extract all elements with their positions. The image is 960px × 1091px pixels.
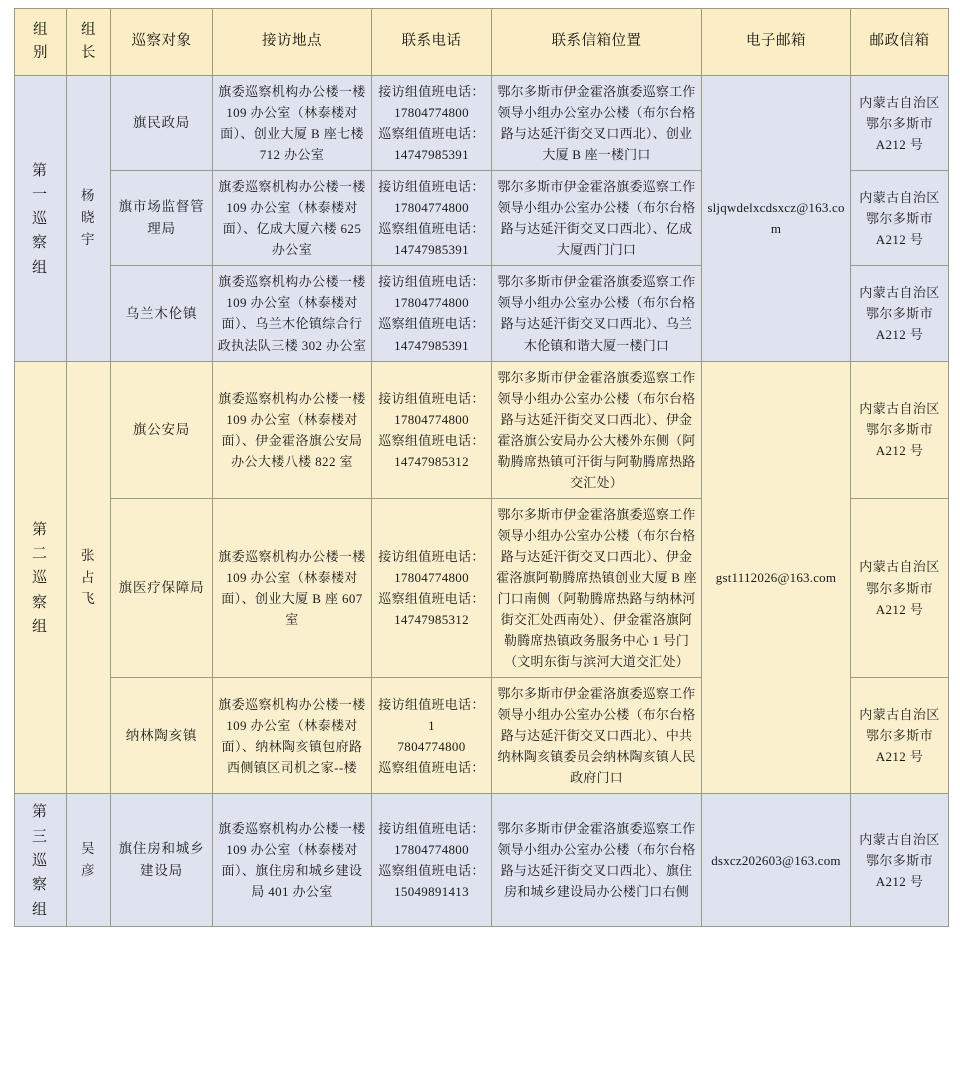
group-leader-cell-line: 张 (81, 547, 96, 563)
group-leader-cell-line: 彦 (81, 863, 96, 879)
group-name-cell-line: 二 (31, 544, 49, 563)
group-leader-cell (67, 794, 111, 926)
postbox-cell (851, 266, 949, 361)
column-header-object: 巡察对象 (111, 9, 213, 76)
group-name-cell-line: 第 (31, 160, 49, 179)
contact-phone-cell-line: 14747985312 (394, 453, 469, 469)
inspection-object-cell: 乌兰木伦镇 (111, 266, 213, 361)
column-header-text: 别 (33, 45, 48, 61)
postbox-cell (851, 498, 949, 677)
contact-phone-cell-line: 17804774800 (394, 569, 469, 585)
reception-place-cell: 旗委巡察机构办公楼一楼 109 办公室（林泰楼对面）、纳林陶亥镇包府路西侧镇区司机之家--楼 (213, 678, 372, 794)
table-row (15, 76, 949, 171)
contact-phone-cell (372, 794, 492, 926)
group-name-cell-line: 察 (31, 875, 49, 894)
postbox-cell-line: A212 号 (875, 326, 924, 342)
group-name-cell-line: 察 (31, 233, 49, 252)
contact-phone-cell-line: 接访组值班电话： (378, 821, 485, 837)
inspection-object-cell: 旗住房和城乡建设局 (111, 794, 213, 926)
reception-place-cell: 旗委巡察机构办公楼一楼 109 办公室（林泰楼对面）、创业大厦 B 座 607 室 (213, 498, 372, 677)
inspection-object-cell: 旗公安局 (111, 361, 213, 498)
postbox-cell-line: 内蒙古自治区 (859, 707, 940, 723)
contact-phone-cell (372, 361, 492, 498)
column-header-email: 电子邮箱 (702, 9, 851, 76)
reception-place-cell: 旗委巡察机构办公楼一楼 109 办公室（林泰楼对面）、伊金霍洛旗公安局办公大楼八楼 822 室 (213, 361, 372, 498)
contact-phone-cell-line: 17804774800 (394, 295, 469, 311)
contact-phone-cell (372, 678, 492, 794)
contact-phone-cell-line: 17804774800 (394, 105, 469, 121)
reception-place-cell: 旗委巡察机构办公楼一楼 109 办公室（林泰楼对面）、亿成大厦六楼 625 办公室 (213, 171, 372, 266)
group-leader-cell-line: 吴 (81, 841, 96, 857)
postbox-cell-line: 内蒙古自治区 (859, 189, 940, 205)
postbox-cell-line: 鄂尔多斯市 (865, 580, 933, 596)
postbox-cell (851, 794, 949, 926)
column-header-leader (67, 9, 111, 76)
group-leader-cell (67, 76, 111, 362)
group-leader-cell-line: 宇 (81, 232, 96, 248)
contact-phone-cell-line: 14747985312 (394, 612, 469, 628)
contact-phone-cell (372, 171, 492, 266)
group-name-cell-line: 组 (31, 616, 49, 635)
postbox-cell-line: A212 号 (875, 749, 924, 765)
group-name-cell-line: 一 (31, 184, 49, 203)
column-header-text: 组 (81, 21, 96, 38)
contact-phone-cell-line: 接访组值班电话：1 (378, 696, 485, 733)
postbox-cell-line: 鄂尔多斯市 (865, 728, 933, 744)
group-leader-cell-line: 占 (81, 569, 96, 585)
inspection-object-cell: 旗民政局 (111, 76, 213, 171)
column-header-place: 接访地点 (213, 9, 372, 76)
contact-phone-cell-line: 接访组值班电话： (378, 548, 485, 564)
contact-phone-cell-line: 14747985391 (394, 337, 469, 353)
postbox-cell-line: 鄂尔多斯市 (865, 305, 933, 321)
contact-phone-cell-line: 接访组值班电话： (378, 84, 485, 99)
column-header-text: 组 (33, 21, 48, 38)
postbox-cell-line: A212 号 (875, 136, 924, 152)
contact-phone-cell-line: 接访组值班电话： (378, 179, 485, 195)
mailbox-location-cell: 鄂尔多斯市伊金霍洛旗委巡察工作领导小组办公室办公楼（布尔台格路与达延汗街交叉口西北）、伊金霍洛旗公安局办公大楼外东侧（阿勒腾席热镇可汗街与阿勒腾席热路交汇处） (492, 361, 702, 498)
group-name-cell-line: 第 (31, 519, 49, 538)
contact-phone-cell-line: 14747985391 (394, 242, 469, 258)
contact-phone-cell-line: 巡察组值班电话： (378, 432, 485, 448)
group-leader-cell (67, 361, 111, 794)
contact-phone-cell-line: 巡察组值班电话： (378, 591, 485, 607)
postbox-cell (851, 171, 949, 266)
column-header-group (15, 9, 67, 76)
email-cell: gst1112026@163.com (702, 361, 851, 794)
inspection-object-cell: 旗市场监督管理局 (111, 171, 213, 266)
postbox-cell-line: 内蒙古自治区 (859, 94, 940, 110)
mailbox-location-cell: 鄂尔多斯市伊金霍洛旗委巡察工作领导小组办公室办公楼（布尔台格路与达延汗街交叉口西北）、创业大厦 B 座一楼门口 (492, 76, 702, 171)
contact-phone-cell (372, 266, 492, 361)
postbox-cell-line: 鄂尔多斯市 (865, 210, 933, 226)
column-header-phone: 联系电话 (372, 9, 492, 76)
header-row (15, 9, 949, 76)
contact-phone-cell-line: 接访组值班电话： (378, 274, 485, 290)
mailbox-location-cell: 鄂尔多斯市伊金霍洛旗委巡察工作领导小组办公室办公楼（布尔台格路与达延汗街交叉口西北）、旗住房和城乡建设局办公楼门口右侧 (492, 794, 702, 926)
postbox-cell-line: 鄂尔多斯市 (865, 422, 933, 438)
mailbox-location-cell: 鄂尔多斯市伊金霍洛旗委巡察工作领导小组办公室办公楼（布尔台格路与达延汗街交叉口西北）、亿成大厦西门门口 (492, 171, 702, 266)
group-name-cell-line: 巡 (31, 209, 49, 228)
postbox-cell-line: A212 号 (875, 443, 924, 459)
group-name-cell-line: 巡 (31, 851, 49, 870)
contact-phone-cell-line: 14747985391 (394, 147, 469, 163)
inspection-object-cell: 纳林陶亥镇 (111, 678, 213, 794)
contact-phone-cell-line: 15049891413 (394, 884, 469, 900)
postbox-cell-line: 内蒙古自治区 (859, 284, 940, 300)
table-body (15, 76, 949, 927)
group-leader-cell-line: 飞 (81, 591, 96, 607)
reception-place-cell: 旗委巡察机构办公楼一楼 109 办公室（林泰楼对面）、乌兰木伦镇综合行政执法队三楼 302 办公室 (213, 266, 372, 361)
group-leader-cell-line: 杨 (81, 188, 96, 204)
inspection-info-table (14, 8, 949, 927)
contact-phone-cell-line: 巡察组值班电话： (378, 316, 485, 332)
contact-phone-cell-line: 巡察组值班电话： (378, 759, 485, 775)
postbox-cell-line: A212 号 (875, 231, 924, 247)
postbox-cell-line: 鄂尔多斯市 (865, 852, 933, 868)
mailbox-location-cell: 鄂尔多斯市伊金霍洛旗委巡察工作领导小组办公室办公楼（布尔台格路与达延汗街交叉口西北）、中共纳林陶亥镇委员会纳林陶亥镇人民政府门口 (492, 678, 702, 794)
contact-phone-cell-line: 17804774800 (394, 411, 469, 427)
group-leader-cell-line: 晓 (81, 210, 96, 226)
mailbox-location-cell: 鄂尔多斯市伊金霍洛旗委巡察工作领导小组办公室办公楼（布尔台格路与达延汗街交叉口西北）、乌兰木伦镇和谐大厦一楼门口 (492, 266, 702, 361)
email-cell: sljqwdelxcdsxcz@163.com (702, 76, 851, 362)
group-name-cell-line: 组 (31, 899, 49, 918)
postbox-cell (851, 678, 949, 794)
postbox-cell (851, 76, 949, 171)
table-header (15, 9, 949, 76)
group-name-cell-line: 第 (31, 802, 49, 821)
column-header-mailbox-location: 联系信箱位置 (492, 9, 702, 76)
group-name-cell (15, 76, 67, 362)
contact-phone-cell-line: 7804774800 (397, 738, 466, 754)
contact-phone-cell-line: 巡察组值班电话： (378, 126, 485, 142)
contact-phone-cell-line: 17804774800 (394, 200, 469, 216)
reception-place-cell: 旗委巡察机构办公楼一楼 109 办公室（林泰楼对面）、旗住房和城乡建设局 401 办公室 (213, 794, 372, 926)
postbox-cell-line: A212 号 (875, 873, 924, 889)
postbox-cell-line: 内蒙古自治区 (859, 559, 940, 575)
contact-phone-cell-line: 接访组值班电话： (378, 390, 485, 406)
group-name-cell-line: 察 (31, 592, 49, 611)
contact-phone-cell-line: 17804774800 (394, 842, 469, 858)
reception-place-cell: 旗委巡察机构办公楼一楼 109 办公室（林泰楼对面）、创业大厦 B 座七楼 712 办公室 (213, 76, 372, 171)
column-header-postbox: 邮政信箱 (851, 9, 949, 76)
inspection-object-cell: 旗医疗保障局 (111, 498, 213, 677)
group-name-cell-line: 组 (31, 257, 49, 276)
contact-phone-cell-line: 巡察组值班电话： (378, 863, 485, 879)
table-row (15, 361, 949, 498)
postbox-cell-line: 内蒙古自治区 (859, 401, 940, 417)
contact-phone-cell (372, 76, 492, 171)
group-name-cell (15, 361, 67, 794)
postbox-cell (851, 361, 949, 498)
column-header-text: 长 (81, 45, 96, 61)
group-name-cell-line: 巡 (31, 568, 49, 587)
group-name-cell (15, 794, 67, 926)
postbox-cell-line: 内蒙古自治区 (859, 831, 940, 847)
postbox-cell-line: A212 号 (875, 601, 924, 617)
contact-phone-cell (372, 498, 492, 677)
postbox-cell-line: 鄂尔多斯市 (865, 115, 933, 131)
table-row (15, 794, 949, 926)
email-cell: dsxcz202603@163.com (702, 794, 851, 926)
mailbox-location-cell: 鄂尔多斯市伊金霍洛旗委巡察工作领导小组办公室办公楼（布尔台格路与达延汗街交叉口西北）、伊金霍洛旗阿勒腾席热镇创业大厦 B 座门口南侧（阿勒腾席热路与纳林河街交汇处西南处）、伊金霍洛旗阿勒腾席热镇政务服务中心 1 号门（文明东街与滨河大道交汇处） (492, 498, 702, 677)
group-name-cell-line: 三 (31, 826, 49, 845)
contact-phone-cell-line: 巡察组值班电话： (378, 221, 485, 237)
